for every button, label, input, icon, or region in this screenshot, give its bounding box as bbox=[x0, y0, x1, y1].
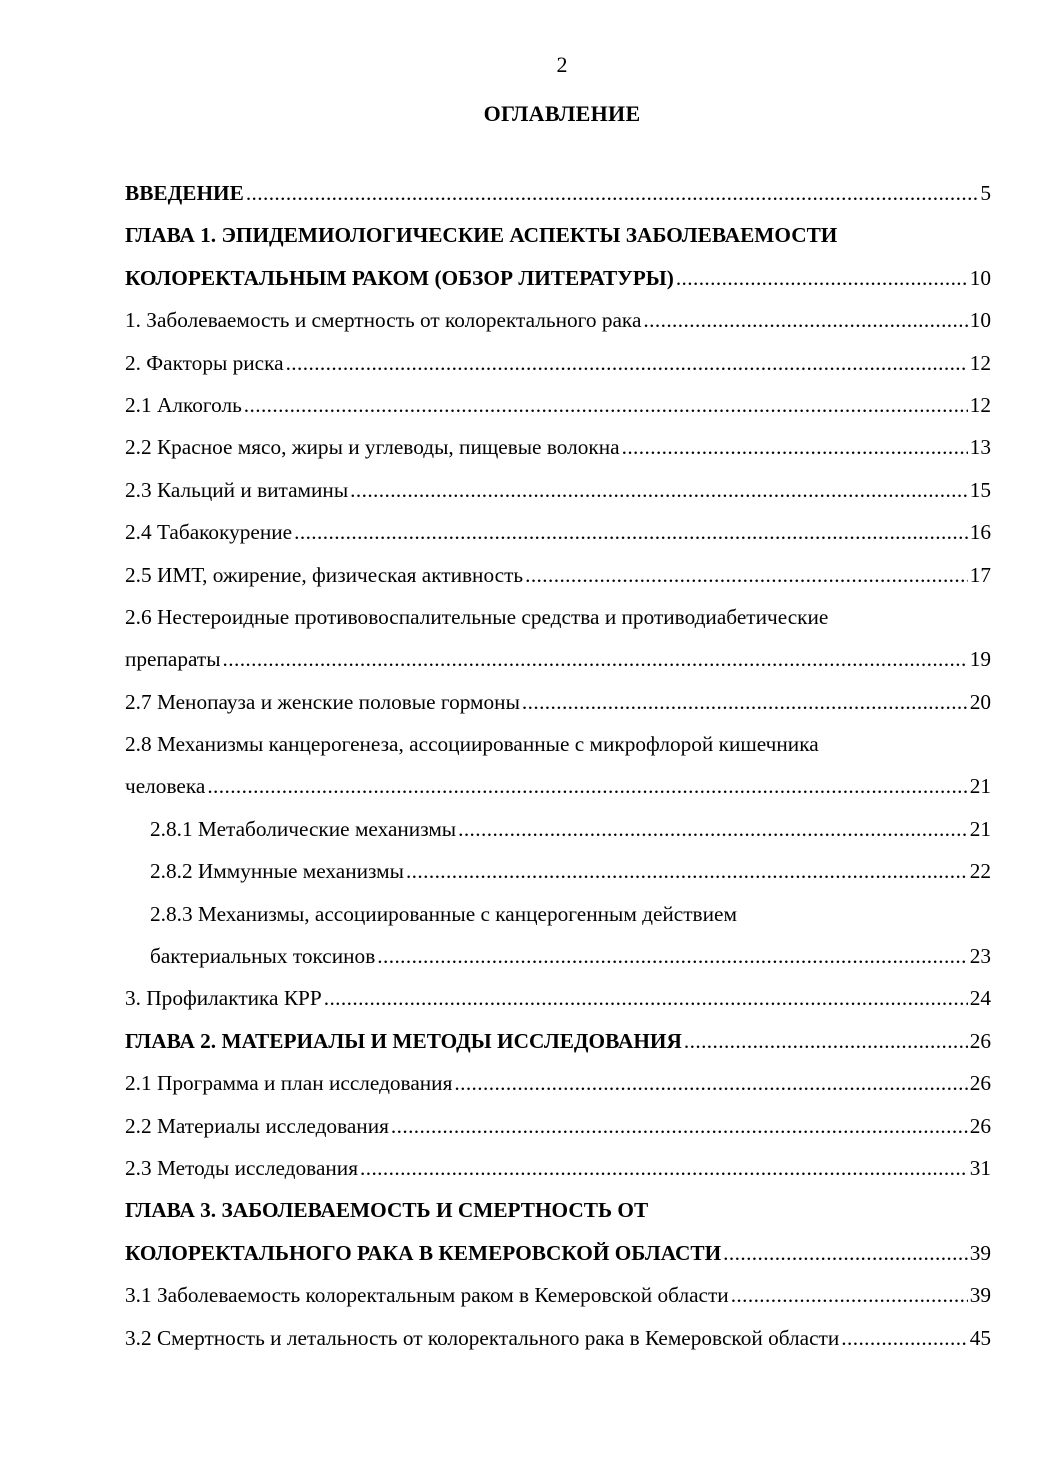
toc-entry-title: 2.1 Программа и план исследования bbox=[125, 1071, 453, 1096]
toc-entry-page: 21 bbox=[969, 816, 991, 841]
dot-leader bbox=[350, 469, 968, 511]
toc-entry[interactable] bbox=[125, 1274, 991, 1316]
toc-entry-page: 12 bbox=[969, 392, 991, 417]
toc-entry-title: 2. Факторы риска bbox=[125, 350, 284, 375]
toc-entry-title: ГЛАВА 2. МАТЕРИАЛЫ И МЕТОДЫ ИССЛЕДОВАНИЯ bbox=[125, 1028, 682, 1053]
toc-entry-title: 2.8.2 Иммунные механизмы bbox=[150, 859, 404, 884]
dot-leader bbox=[391, 1105, 968, 1147]
toc-entry-title: 2.4 Табакокурение bbox=[125, 520, 293, 545]
toc-entry-page: 26 bbox=[969, 1028, 991, 1053]
toc-entry-page: 26 bbox=[969, 1071, 991, 1096]
toc-entry[interactable] bbox=[125, 342, 991, 384]
toc-entry[interactable] bbox=[125, 765, 991, 807]
toc-entry[interactable] bbox=[125, 723, 991, 765]
toc-entry[interactable] bbox=[125, 172, 991, 214]
dot-leader bbox=[525, 554, 968, 596]
toc-entry[interactable] bbox=[125, 1189, 991, 1231]
toc-entry-title: 2.8 Механизмы канцерогенеза, ассоциированные с микрофлорой кишечника bbox=[125, 732, 819, 757]
toc-entry-title: ВВЕДЕНИЕ bbox=[125, 181, 244, 205]
toc-entry[interactable] bbox=[125, 681, 991, 723]
toc-entry[interactable] bbox=[125, 893, 991, 935]
toc-entry-title: 2.3 Кальций и витамины bbox=[125, 477, 349, 502]
toc-entry-title: КОЛОРЕКТАЛЬНОГО РАКА В КЕМЕРОВСКОЙ ОБЛАСТИ bbox=[125, 1240, 722, 1265]
toc-entry-title: 2.2 Материалы исследования bbox=[125, 1113, 389, 1138]
dot-leader bbox=[294, 511, 968, 553]
dot-leader bbox=[406, 850, 968, 892]
toc-entry-page: 31 bbox=[969, 1155, 991, 1180]
dot-leader bbox=[244, 384, 968, 426]
dot-leader bbox=[454, 1062, 967, 1104]
toc-entry[interactable] bbox=[125, 299, 991, 341]
toc-entry-title: 3.1 Заболеваемость колоректальным раком в Кемеровской области bbox=[125, 1283, 729, 1308]
toc-entry-title: человека bbox=[125, 774, 206, 799]
toc-entry-page: 45 bbox=[969, 1325, 991, 1350]
toc-entry[interactable] bbox=[125, 384, 991, 426]
toc-entry[interactable] bbox=[125, 426, 991, 468]
toc-entry[interactable] bbox=[125, 935, 991, 977]
dot-leader bbox=[522, 681, 968, 723]
toc-entry-page: 13 bbox=[969, 435, 991, 460]
dot-leader bbox=[360, 1147, 968, 1189]
toc-entry-page: 23 bbox=[969, 944, 991, 969]
toc-entry-page: 22 bbox=[969, 859, 991, 884]
dot-leader bbox=[622, 426, 968, 468]
toc-entry-title: 3.2 Смертность и летальность от колоректального рака в Кемеровской области bbox=[125, 1325, 840, 1350]
toc-entry-page: 26 bbox=[969, 1113, 991, 1138]
toc-entry[interactable] bbox=[125, 1062, 991, 1104]
toc-entry-page: 21 bbox=[969, 774, 991, 799]
toc-entry-page: 17 bbox=[969, 562, 991, 587]
toc-entry-title: 3. Профилактика КРР bbox=[125, 986, 322, 1011]
toc-entry-page: 39 bbox=[969, 1283, 991, 1308]
toc-entry[interactable] bbox=[125, 511, 991, 553]
toc-entry[interactable] bbox=[125, 1317, 991, 1359]
toc-entry-title: 2.3 Методы исследования bbox=[125, 1155, 358, 1180]
toc-entry-title: 2.6 Нестероидные противовоспалительные средства и противодиабетические bbox=[125, 604, 829, 629]
toc-entry-page: 10 bbox=[969, 308, 991, 333]
toc-entry[interactable] bbox=[125, 1020, 991, 1062]
toc-entry-title: 2.5 ИМТ, ожирение, физическая активность bbox=[125, 562, 524, 587]
toc-entry-page: 12 bbox=[969, 350, 991, 375]
dot-leader bbox=[684, 1020, 968, 1062]
toc-entry[interactable] bbox=[125, 1232, 991, 1274]
toc-entry[interactable] bbox=[125, 596, 991, 638]
toc-entry-page: 19 bbox=[969, 647, 991, 672]
dot-leader bbox=[676, 257, 968, 299]
toc-entry-page: 39 bbox=[969, 1240, 991, 1265]
page-number: 2 bbox=[556, 52, 568, 77]
page-title: ОГЛАВЛЕНИЕ bbox=[483, 101, 641, 126]
toc-entry-title: препараты bbox=[125, 647, 221, 672]
toc-entry[interactable] bbox=[125, 1147, 991, 1189]
dot-leader bbox=[731, 1274, 968, 1316]
dot-leader bbox=[643, 299, 967, 341]
toc-entry-title: 2.2 Красное мясо, жиры и углеводы, пищевые волокна bbox=[125, 435, 620, 460]
toc-entry-title: 2.8.1 Метаболические механизмы bbox=[150, 816, 457, 841]
toc-entry-title: 2.7 Менопауза и женские половые гормоны bbox=[125, 689, 520, 714]
toc-entry[interactable] bbox=[125, 850, 991, 892]
toc-entry-page: 24 bbox=[969, 986, 991, 1011]
dot-leader bbox=[207, 765, 967, 807]
dot-leader bbox=[377, 935, 967, 977]
table-of-contents bbox=[125, 172, 991, 1359]
toc-entry[interactable] bbox=[125, 808, 991, 850]
toc-entry[interactable] bbox=[125, 638, 991, 680]
toc-entry-page: 20 bbox=[969, 689, 991, 714]
toc-entry[interactable] bbox=[125, 214, 991, 256]
toc-entry-title: 2.8.3 Механизмы, ассоциированные с канцерогенным действием bbox=[150, 901, 737, 926]
dot-leader bbox=[458, 808, 968, 850]
toc-entry-page: 10 bbox=[969, 265, 991, 290]
toc-entry-page: 16 bbox=[969, 520, 991, 545]
toc-entry-page: 15 bbox=[969, 477, 991, 502]
dot-leader bbox=[246, 172, 979, 214]
toc-entry-title: 2.1 Алкоголь bbox=[125, 392, 242, 417]
toc-entry[interactable] bbox=[125, 1105, 991, 1147]
dot-leader bbox=[324, 977, 968, 1019]
toc-entry-title: ГЛАВА 3. ЗАБОЛЕВАЕМОСТЬ И СМЕРТНОСТЬ ОТ bbox=[125, 1198, 649, 1223]
toc-entry[interactable] bbox=[125, 554, 991, 596]
toc-entry-page: 5 bbox=[980, 181, 991, 205]
toc-entry[interactable] bbox=[125, 977, 991, 1019]
toc-entry-title: КОЛОРЕКТАЛЬНЫМ РАКОМ (ОБЗОР ЛИТЕРАТУРЫ) bbox=[125, 265, 674, 290]
toc-entry-title: ГЛАВА 1. ЭПИДЕМИОЛОГИЧЕСКИЕ АСПЕКТЫ ЗАБОЛЕВАЕМОСТИ bbox=[125, 223, 838, 248]
toc-entry-title: 1. Заболеваемость и смертность от колоректального рака bbox=[125, 308, 642, 333]
toc-entry[interactable] bbox=[125, 469, 991, 511]
dot-leader bbox=[286, 342, 968, 384]
dot-leader bbox=[223, 638, 968, 680]
dot-leader bbox=[841, 1317, 967, 1359]
toc-entry[interactable] bbox=[125, 257, 991, 299]
dot-leader bbox=[723, 1232, 968, 1274]
toc-entry-title: бактериальных токсинов bbox=[150, 944, 376, 969]
